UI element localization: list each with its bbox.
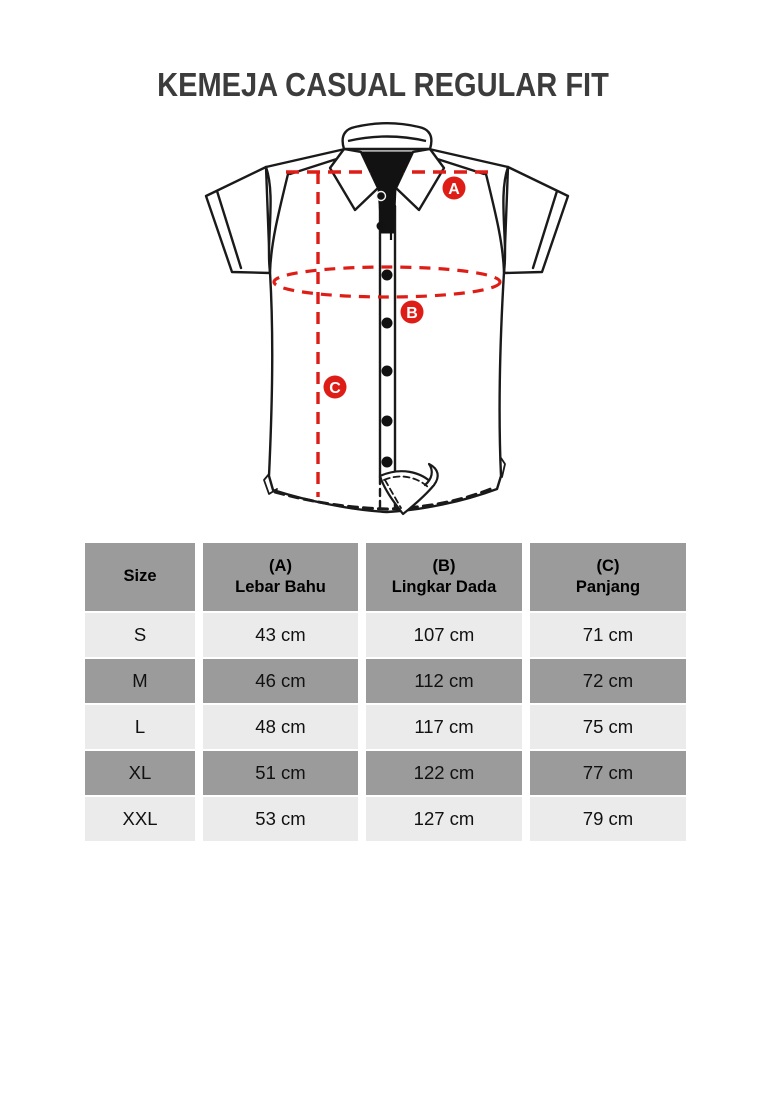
col-header-lebar-bahu [203, 543, 358, 611]
col-header-code: (B) [432, 556, 456, 575]
col-header-lingkar-dada [366, 543, 522, 611]
lebar-bahu-cell: 46 cm [203, 659, 358, 703]
page-title: KEMEJA CASUAL REGULAR FIT [157, 66, 609, 103]
shirt-diagram [0, 0, 766, 540]
panjang-cell: 71 cm [530, 613, 686, 657]
badge-c-label: C [329, 380, 341, 397]
badge-b-label: B [406, 305, 418, 322]
badge-a-label: A [448, 181, 460, 198]
lingkar-dada-cell: 107 cm [366, 613, 522, 657]
size-cell: L [85, 705, 195, 749]
col-header-code: (C) [596, 556, 620, 575]
size-cell: M [85, 659, 195, 703]
panjang-cell: 79 cm [530, 797, 686, 841]
size-table [85, 543, 686, 841]
lebar-bahu-cell: 53 cm [203, 797, 358, 841]
lingkar-dada-cell: 122 cm [366, 751, 522, 795]
lingkar-dada-cell: 127 cm [366, 797, 522, 841]
col-header-label: Size [123, 567, 157, 586]
col-header-label: Panjang [575, 578, 641, 596]
panjang-cell: 77 cm [530, 751, 686, 795]
lebar-bahu-cell: 43 cm [203, 613, 358, 657]
col-header-code: (A) [269, 556, 292, 575]
shirt-illustration [0, 0, 766, 540]
panjang-cell: 75 cm [530, 705, 686, 749]
col-header-label: Lebar Bahu [235, 578, 326, 596]
button-icon [382, 416, 393, 427]
collar-button [377, 192, 386, 201]
button-icon [382, 270, 393, 281]
col-header-label: Lingkar Dada [391, 578, 497, 596]
size-cell: XL [85, 751, 195, 795]
panjang-cell: 72 cm [530, 659, 686, 703]
lebar-bahu-cell: 51 cm [203, 751, 358, 795]
button-icon [377, 222, 386, 231]
lebar-bahu-cell: 48 cm [203, 705, 358, 749]
col-header-panjang [530, 543, 686, 611]
size-cell: S [85, 613, 195, 657]
col-header-size [85, 543, 195, 611]
lingkar-dada-cell: 117 cm [366, 705, 522, 749]
button-icon [382, 457, 393, 468]
lingkar-dada-cell: 112 cm [366, 659, 522, 703]
button-icon [382, 318, 393, 329]
size-cell: XXL [85, 797, 195, 841]
button-icon [382, 366, 393, 377]
